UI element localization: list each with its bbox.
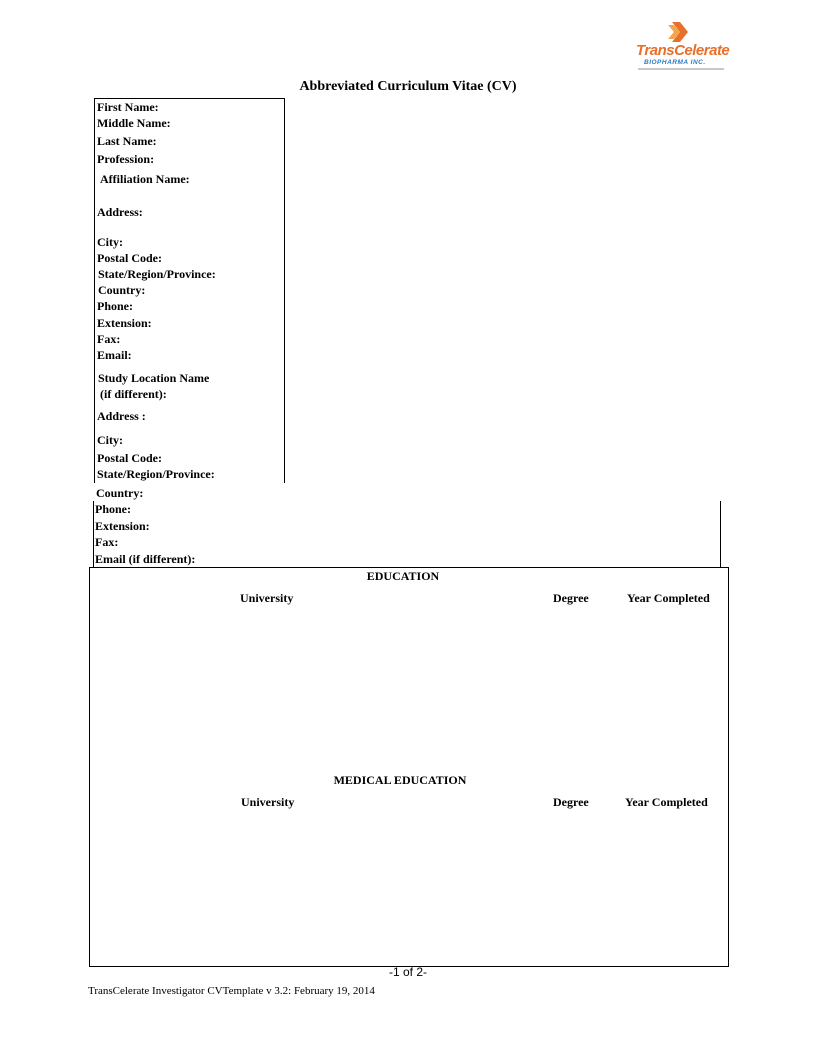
medical-year-header: Year Completed <box>625 795 708 809</box>
study-city-label: City: <box>97 433 123 447</box>
study-postal-code-label: Postal Code: <box>97 451 162 465</box>
study-location-note: (if different): <box>100 387 167 401</box>
education-box <box>89 567 729 967</box>
education-year-header: Year Completed <box>627 591 710 605</box>
contact-box-left-border <box>93 501 94 567</box>
address-label: Address: <box>97 205 143 219</box>
extension-label: Extension: <box>97 316 152 330</box>
state-label: State/Region/Province: <box>98 267 216 281</box>
contact-box-right-border <box>720 501 721 567</box>
city-label: City: <box>97 235 123 249</box>
phone-label: Phone: <box>97 299 133 313</box>
study-state-label: State/Region/Province: <box>97 467 215 481</box>
affiliation-name-label: Affiliation Name: <box>100 172 190 186</box>
page-title: Abbreviated Curriculum Vitae (CV) <box>299 79 517 94</box>
profession-label: Profession: <box>97 152 155 166</box>
logo-tagline-rule <box>638 68 724 70</box>
logo-subtitle: BIOPHARMA INC. <box>644 59 706 66</box>
country-label: Country: <box>98 283 146 297</box>
study-fax-label: Fax: <box>95 535 119 549</box>
first-name-label: First Name: <box>97 100 159 114</box>
logo-chevron-icon <box>668 22 690 42</box>
email-label: Email: <box>97 348 132 362</box>
medical-university-header: University <box>241 795 295 809</box>
logo-brand: TransCelerate <box>636 42 730 59</box>
education-heading: EDUCATION <box>366 569 440 583</box>
transcelerate-logo <box>636 22 730 76</box>
fax-label: Fax: <box>97 332 121 346</box>
template-version-note: TransCelerate Investigator CVTemplate v 3.2: February 19, 2014 <box>88 985 375 997</box>
study-email-label: Email (if different): <box>95 552 196 566</box>
education-university-header: University <box>240 591 294 605</box>
study-country-label: Country: <box>96 486 144 500</box>
study-extension-label: Extension: <box>95 519 150 533</box>
last-name-label: Last Name: <box>97 134 157 148</box>
study-address-label: Address : <box>97 409 146 423</box>
education-degree-header: Degree <box>553 591 589 605</box>
medical-degree-header: Degree <box>553 795 589 809</box>
study-phone-label: Phone: <box>95 502 131 516</box>
middle-name-label: Middle Name: <box>97 116 171 130</box>
study-location-label: Study Location Name <box>98 371 210 385</box>
postal-code-label: Postal Code: <box>97 251 162 265</box>
page-number: -1 of 2- <box>388 965 427 979</box>
medical-education-heading: MEDICAL EDUCATION <box>333 773 467 787</box>
